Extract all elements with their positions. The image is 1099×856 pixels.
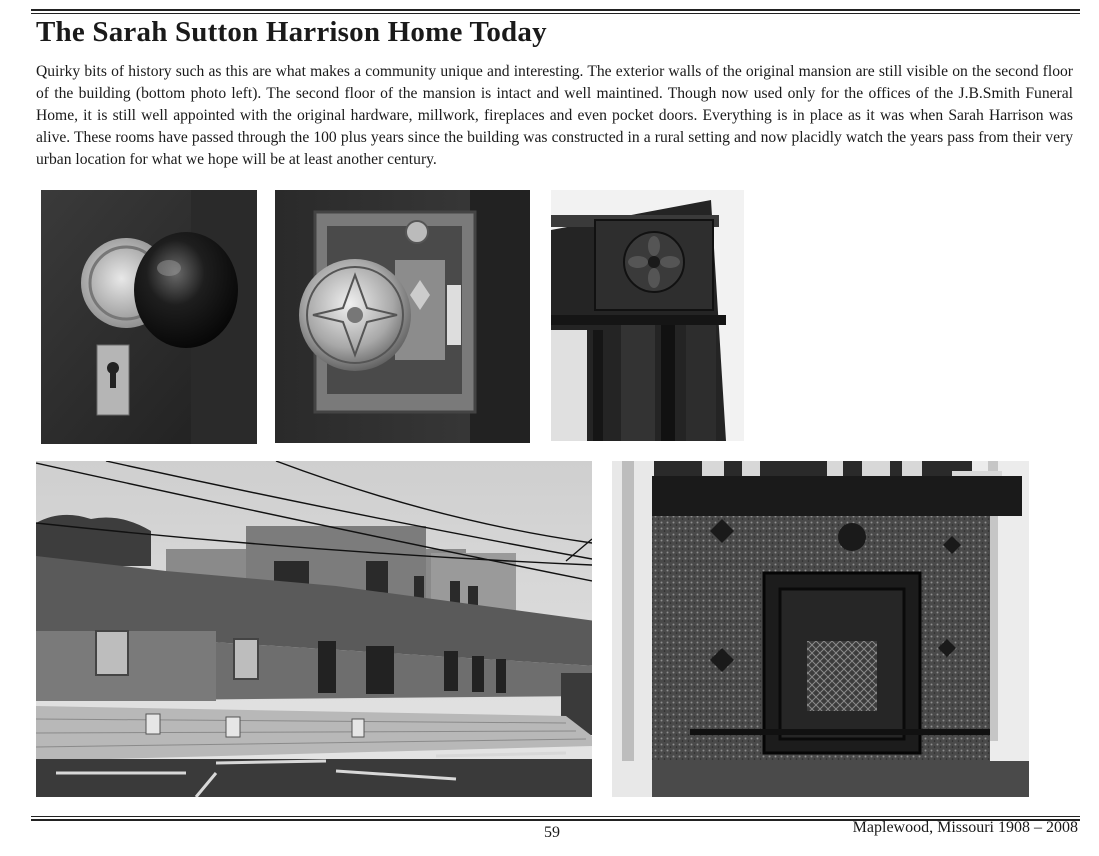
building-exterior-photo [36, 461, 592, 797]
body-paragraph: Quirky bits of history such as this are what makes a community unique and interesting. The exterior walls of the original mansion are still visible on the second floor of the building (bottom photo left). The second floor of the mansion is intact and well maintined. Though now used only for the offices of the J.B.Smith Funeral Home, it is still well appointed with the original hardware, millwork, fireplaces and even pocket doors. Everything is in place as it was when Sarah Harrison was alive. These rooms have passed through the 100 plus years since the building was constructed in a rural setting and now placidly watch the years pass from their very urban location for what we hope will be at least another century. [36, 63, 1073, 168]
millwork-rosette-photo [551, 190, 744, 441]
book-title: Maplewood, Missouri 1908 – 2008 [852, 819, 1078, 836]
fireplace-photo [612, 461, 1029, 797]
page-title: The Sarah Sutton Harrison Home Today [36, 16, 547, 48]
door-knob-photo [41, 190, 257, 444]
page-number: 59 [544, 824, 560, 841]
top-rule [31, 9, 1080, 11]
bottom-rule-thin [31, 816, 1080, 817]
top-rule-thin [31, 13, 1080, 14]
ornate-lock-photo [275, 190, 530, 443]
